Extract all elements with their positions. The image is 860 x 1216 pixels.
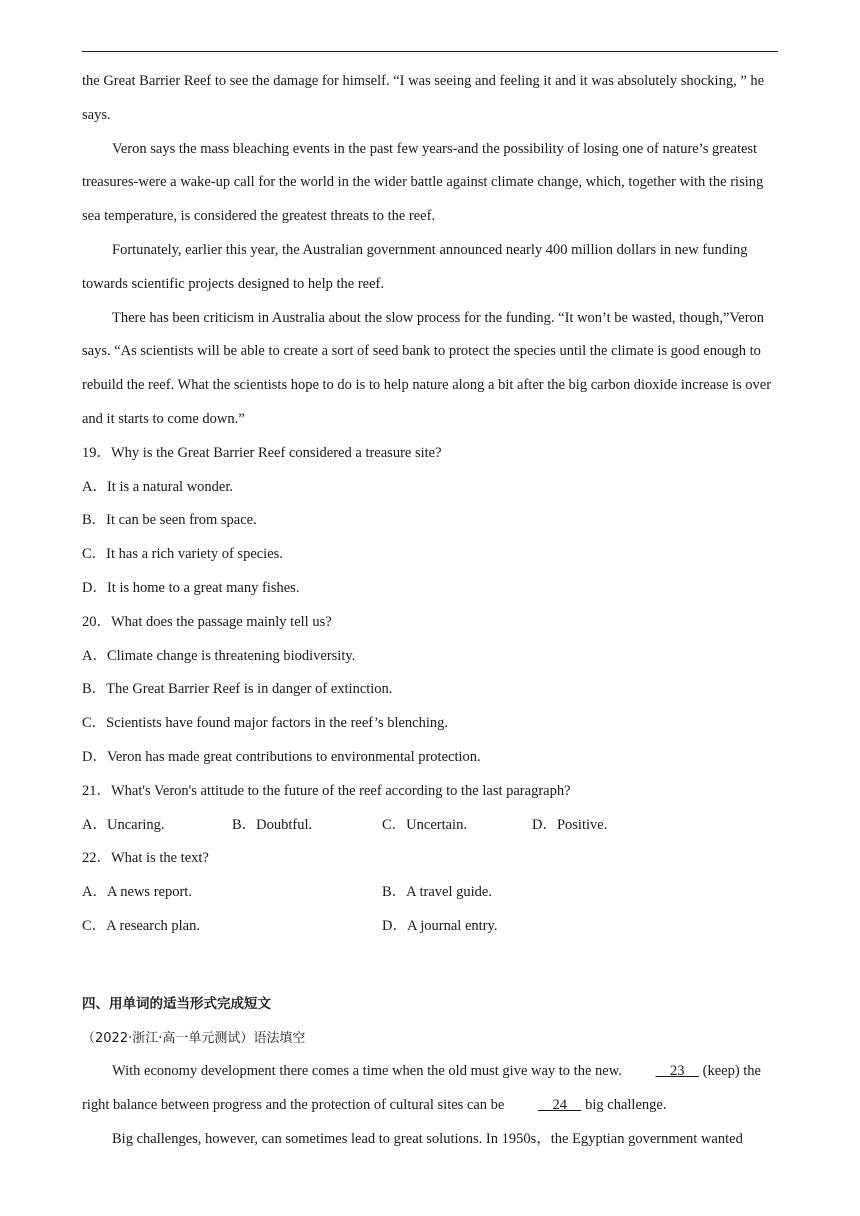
- option-c: C．Scientists have found major factors in the reef’s blenching.: [82, 715, 449, 732]
- options-row: [82, 809, 782, 843]
- options-row: [82, 910, 782, 944]
- passage-paragraph: There has been criticism in Australia about the slow process for the funding. “It won’t be wasted, though,”Veron says. “As scientists will be able to create a sort of seed bank to protect the species until the climate is good enough to rebuild the reef. What the scientists hope to do is to help nature along a bit after the big carbon dioxide increase is over and it starts to come down.”: [82, 309, 772, 427]
- section-heading: 四、用单词的适当形式完成短文: [82, 995, 271, 1012]
- option-d: D．Positive.: [532, 816, 608, 833]
- option-b: B．Doubtful.: [232, 816, 313, 833]
- option-c: C．A research plan.: [82, 917, 200, 934]
- option-c: C．It has a rich variety of species.: [82, 546, 283, 563]
- blank-number: 23: [670, 1063, 685, 1080]
- option-d: D．Veron has made great contributions to environmental protection.: [82, 748, 481, 765]
- header-rule: [82, 51, 778, 52]
- option-a: A．Uncaring.: [82, 816, 165, 833]
- cloze-paragraph: Big challenges, however, can sometimes lead to great solutions. In 1950s，the Egyptian government wanted: [112, 1130, 743, 1147]
- blank-number: 24: [552, 1097, 567, 1114]
- passage-paragraph: the Great Barrier Reef to see the damage for himself. “I was seeing and feeling it and it was absolutely shocking, ” he says.: [82, 73, 765, 123]
- source-note: （2022·浙江·高一单元测试）语法填空: [82, 1030, 306, 1046]
- question-20: 20．What does the passage mainly tell us?: [82, 613, 332, 630]
- page-content: [82, 65, 782, 1157]
- option-b: B．The Great Barrier Reef is in danger of extinction.: [82, 681, 393, 698]
- options-row: [82, 876, 782, 910]
- question-22: 22．What is the text?: [82, 850, 209, 867]
- option-a: A．It is a natural wonder.: [82, 478, 234, 495]
- option-c: C．Uncertain.: [382, 816, 467, 833]
- section-gap: [82, 944, 782, 988]
- cloze-text: big challenge.: [581, 1097, 667, 1114]
- blank-23: [626, 1055, 700, 1089]
- option-b: B．It can be seen from space.: [82, 512, 257, 529]
- passage-paragraph: Fortunately, earlier this year, the Australian government announced nearly 400 million dollars in new funding towards scientific projects designed to help the reef.: [82, 241, 748, 292]
- option-a: A．A news report.: [82, 884, 192, 901]
- option-d: D．A journal entry.: [382, 917, 498, 934]
- option-d: D．It is home to a great many fishes.: [82, 579, 300, 596]
- cloze-paragraph: [82, 1055, 782, 1123]
- blank-24: [508, 1089, 582, 1123]
- cloze-text: (keep) the right balance between progress and the protection of cultural sites can be: [82, 1063, 761, 1114]
- option-a: A．Climate change is threatening biodiversity.: [82, 647, 356, 664]
- cloze-text: With economy development there comes a time when the old must give way to the new.: [112, 1063, 626, 1080]
- passage-paragraph: Veron says the mass bleaching events in the past few years-and the possibility of losing one of nature’s greatest treasures-were a wake-up call for the world in the wider battle against climate change, which, together with the rising sea temperature, is considered the greatest threats to the reef.: [82, 140, 764, 225]
- question-21: 21．What's Veron's attitude to the future of the reef according to the last paragraph?: [82, 782, 571, 799]
- option-b: B．A travel guide.: [382, 884, 492, 901]
- question-19: 19．Why is the Great Barrier Reef considered a treasure site?: [82, 444, 442, 461]
